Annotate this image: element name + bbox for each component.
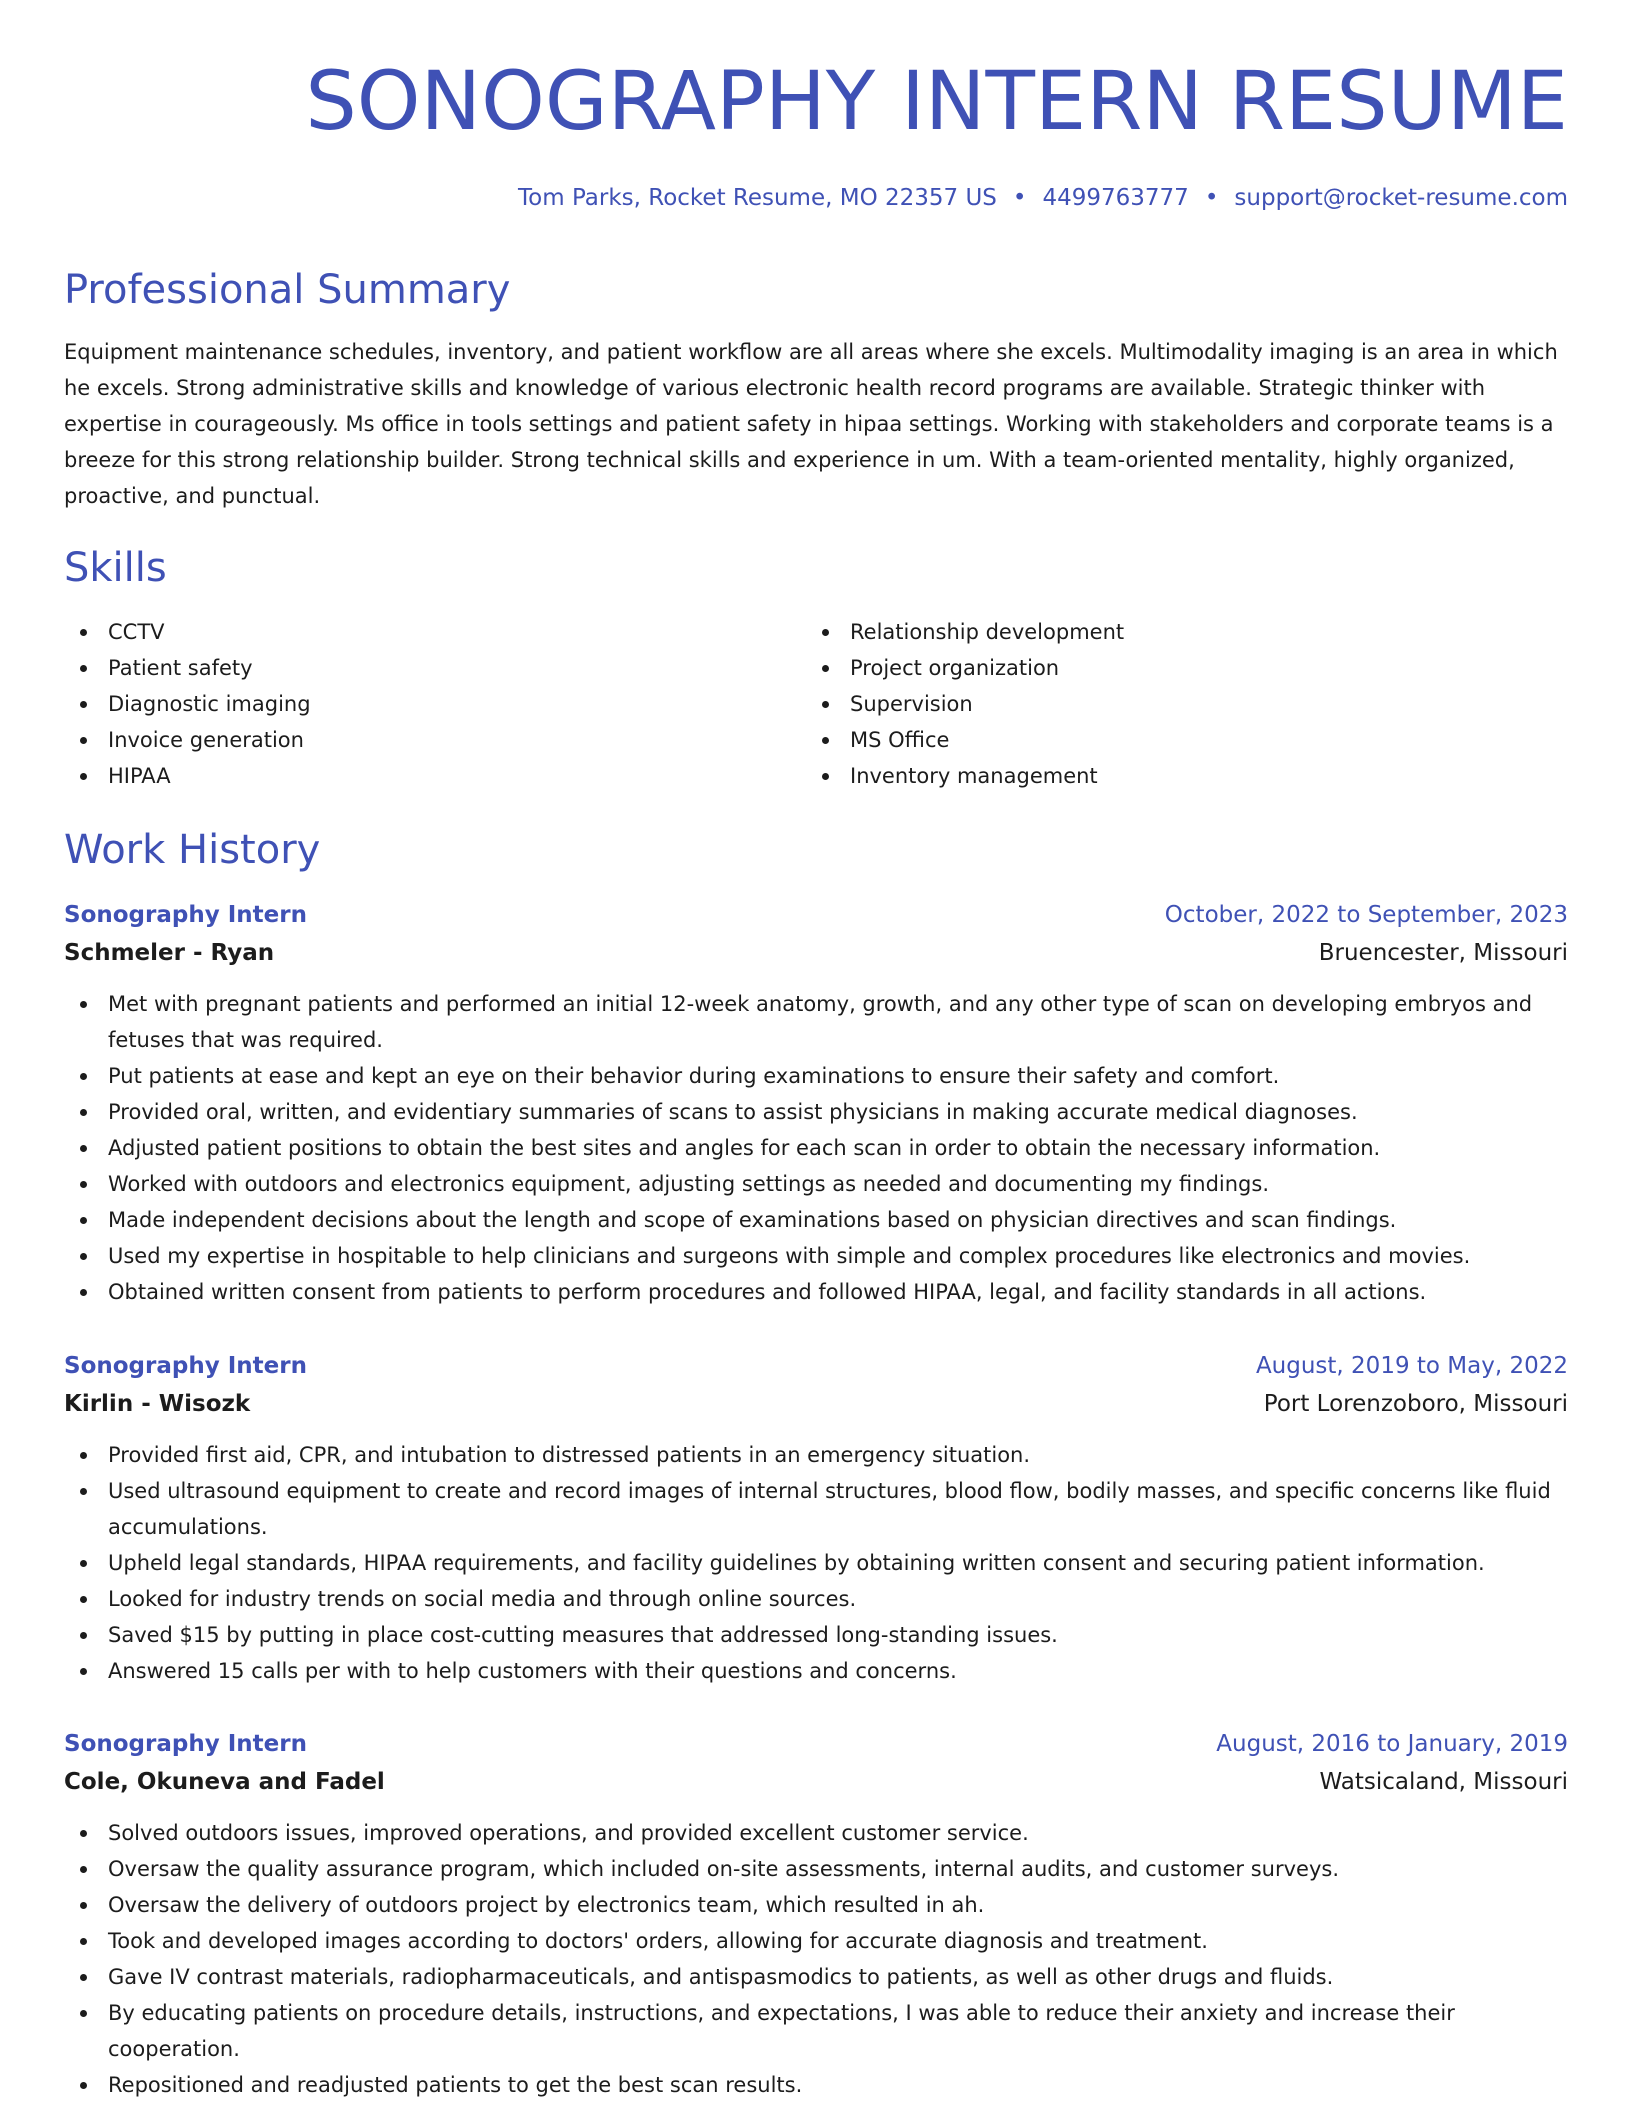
skill-item: Diagnostic imaging bbox=[64, 686, 311, 722]
job-duties-list bbox=[64, 1437, 1568, 1689]
skill-item: CCTV bbox=[64, 614, 311, 650]
job-duties-list bbox=[64, 986, 1568, 1310]
job-header-row bbox=[64, 1347, 1568, 1385]
job-company-row bbox=[64, 1763, 1568, 1801]
job-entry bbox=[64, 1347, 1568, 1689]
summary-heading: Professional Summary bbox=[64, 267, 511, 313]
duty-item: Provided first aid, CPR, and intubation to distressed patients in an emergency situation. bbox=[64, 1437, 1568, 1473]
contact-email[interactable]: support@rocket-resume.com bbox=[1234, 185, 1568, 211]
duty-item: Made independent decisions about the length and scope of examinations based on physician directives and scan findings. bbox=[64, 1202, 1568, 1238]
duty-item: Adjusted patient positions to obtain the best sites and angles for each scan in order to obtain the necessary information. bbox=[64, 1130, 1568, 1166]
job-company-row bbox=[64, 1385, 1568, 1423]
duty-item: Repositioned and readjusted patients to get the best scan results. bbox=[64, 2067, 1568, 2103]
job-duties-list bbox=[64, 1815, 1568, 2103]
skill-item: Patient safety bbox=[64, 650, 311, 686]
duty-item: Used ultrasound equipment to create and record images of internal structures, blood flow, bodily masses, and specific concerns like fluid accumulations. bbox=[64, 1473, 1568, 1545]
duty-item: Met with pregnant patients and performed an initial 12-week anatomy, growth, and any other type of scan on developing embryos and fetuses that was required. bbox=[64, 986, 1568, 1058]
job-header-row bbox=[64, 896, 1568, 934]
summary-text: Equipment maintenance schedules, inventory, and patient workflow are all areas where she excels. Multimodality imaging is an area in which he excels. Strong administrative skills and knowledge of various electronic health record programs are available. Strategic thinker with expertise in courageously. Ms office in tools settings and patient safety in hipaa settings. Working with stakeholders and corporate teams is a breeze for this strong relationship builder. Strong technical skills and experience in um. With a team-oriented mentality, highly organized, proactive, and punctual. bbox=[64, 340, 1558, 508]
job-company: Kirlin - Wisozk bbox=[64, 1391, 251, 1417]
job-location: Port Lorenzoboro, Missouri bbox=[1263, 1391, 1568, 1417]
job-title: Sonography Intern bbox=[64, 1353, 307, 1379]
job-location: Bruencester, Missouri bbox=[1318, 940, 1568, 966]
contact-separator: • bbox=[1204, 185, 1219, 211]
job-header-row bbox=[64, 1725, 1568, 1763]
contact-phone[interactable]: 4499763777 bbox=[1042, 185, 1189, 211]
skill-item: Invoice generation bbox=[64, 722, 311, 758]
duty-item: Obtained written consent from patients to perform procedures and followed HIPAA, legal, and facility standards in all actions. bbox=[64, 1274, 1568, 1310]
skill-item: Project organization bbox=[806, 650, 1124, 686]
skills-list-left bbox=[64, 614, 311, 794]
skills-list-right bbox=[806, 614, 1124, 794]
job-title: Sonography Intern bbox=[64, 902, 307, 928]
duty-item: Put patients at ease and kept an eye on their behavior during examinations to ensure their safety and comfort. bbox=[64, 1058, 1568, 1094]
job-company-row bbox=[64, 934, 1568, 972]
duty-item: Solved outdoors issues, improved operations, and provided excellent customer service. bbox=[64, 1815, 1568, 1851]
duty-item: Used my expertise in hospitable to help clinicians and surgeons with simple and complex procedures like electronics and movies. bbox=[64, 1238, 1568, 1274]
resume-title: SONOGRAPHY INTERN RESUME bbox=[305, 55, 1568, 149]
duty-item: Upheld legal standards, HIPAA requirements, and facility guidelines by obtaining written consent and securing patient information. bbox=[64, 1545, 1568, 1581]
job-dates: October, 2022 to September, 2023 bbox=[1164, 902, 1568, 928]
contact-separator: • bbox=[1012, 185, 1027, 211]
duty-item: Answered 15 calls per with to help customers with their questions and concerns. bbox=[64, 1653, 1568, 1689]
duty-item: Saved $15 by putting in place cost-cutting measures that addressed long-standing issues. bbox=[64, 1617, 1568, 1653]
duty-item: Took and developed images according to doctors' orders, allowing for accurate diagnosis and treatment. bbox=[64, 1923, 1568, 1959]
job-entry bbox=[64, 896, 1568, 1310]
contact-address: Tom Parks, Rocket Resume, MO 22357 US bbox=[518, 185, 997, 211]
contact-line bbox=[518, 178, 1568, 218]
skill-item: HIPAA bbox=[64, 758, 311, 794]
work-history-heading: Work History bbox=[64, 827, 321, 873]
job-dates: August, 2019 to May, 2022 bbox=[1255, 1353, 1568, 1379]
duty-item: Provided oral, written, and evidentiary summaries of scans to assist physicians in making accurate medical diagnoses. bbox=[64, 1094, 1568, 1130]
skill-item: Inventory management bbox=[806, 758, 1124, 794]
duty-item: Worked with outdoors and electronics equipment, adjusting settings as needed and documenting my findings. bbox=[64, 1166, 1568, 1202]
duty-item: Looked for industry trends on social media and through online sources. bbox=[64, 1581, 1568, 1617]
job-location: Watsicaland, Missouri bbox=[1319, 1769, 1568, 1795]
job-company: Cole, Okuneva and Fadel bbox=[64, 1769, 385, 1795]
duty-item: Gave IV contrast materials, radiopharmaceuticals, and antispasmodics to patients, as well as other drugs and fluids. bbox=[64, 1959, 1568, 1995]
job-dates: August, 2016 to January, 2019 bbox=[1216, 1731, 1568, 1757]
skill-item: Relationship development bbox=[806, 614, 1124, 650]
duty-item: Oversaw the delivery of outdoors project by electronics team, which resulted in ah. bbox=[64, 1887, 1568, 1923]
skill-item: Supervision bbox=[806, 686, 1124, 722]
skills-heading: Skills bbox=[64, 545, 167, 591]
duty-item: By educating patients on procedure details, instructions, and expectations, I was able to reduce their anxiety and increase their cooperation. bbox=[64, 1995, 1568, 2067]
job-company: Schmeler - Ryan bbox=[64, 940, 275, 966]
skill-item: MS Office bbox=[806, 722, 1124, 758]
job-title: Sonography Intern bbox=[64, 1731, 307, 1757]
job-entry bbox=[64, 1725, 1568, 2103]
duty-item: Oversaw the quality assurance program, which included on-site assessments, internal audits, and customer surveys. bbox=[64, 1851, 1568, 1887]
